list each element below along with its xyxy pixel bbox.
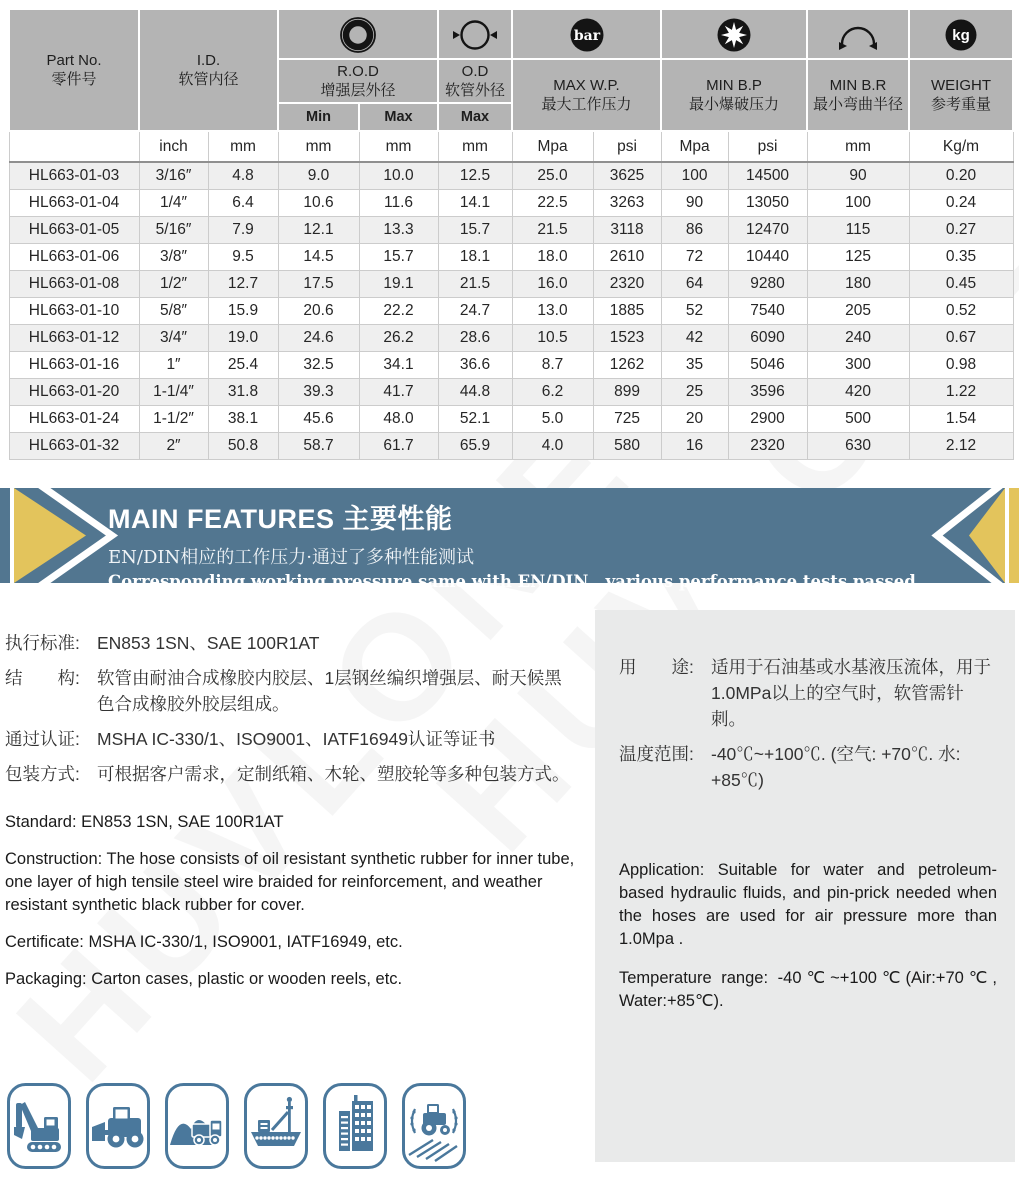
value-cell: 240: [807, 325, 909, 352]
col-header-label: 最大工作压力: [541, 95, 632, 113]
right-english-sections: [619, 859, 997, 1013]
unit-cell: mm: [208, 131, 278, 162]
table-row: [9, 217, 1013, 244]
value-cell: 125: [807, 244, 909, 271]
value-cell: 630: [807, 433, 909, 460]
value-cell: 2320: [593, 271, 661, 298]
value-cell: 25.4: [208, 352, 278, 379]
value-cell: 15.9: [208, 298, 278, 325]
value-cell: 8.7: [512, 352, 593, 379]
value-cell: 1″: [139, 352, 208, 379]
bar-icon-cell: [512, 9, 661, 59]
section-label: 温度范围:: [619, 744, 694, 764]
bar-pressure-icon: [564, 13, 610, 57]
value-cell: 7.9: [208, 217, 278, 244]
value-cell: 115: [807, 217, 909, 244]
part-no-cell: HL663-01-20: [9, 379, 139, 406]
value-cell: 38.1: [208, 406, 278, 433]
unit-cell: [9, 131, 139, 162]
value-cell: 18.1: [438, 244, 512, 271]
value-cell: 1/4″: [139, 190, 208, 217]
table-row: [9, 325, 1013, 352]
value-cell: 22.2: [359, 298, 438, 325]
banner-title-zh: 主要性能: [334, 504, 453, 534]
part-no-cell: HL663-01-32: [9, 433, 139, 460]
value-cell: 13050: [728, 190, 807, 217]
col-header-label: 最小弯曲半径: [813, 95, 904, 113]
value-cell: 18.0: [512, 244, 593, 271]
col-header-label: MAX W.P.: [553, 76, 620, 94]
table-row: [9, 162, 1013, 190]
value-cell: 52: [661, 298, 728, 325]
value-cell: 52.1: [438, 406, 512, 433]
value-cell: 19.1: [359, 271, 438, 298]
value-cell: 64: [661, 271, 728, 298]
packaging-zh: [5, 761, 577, 787]
value-cell: 0.52: [909, 298, 1013, 325]
value-cell: 1/2″: [139, 271, 208, 298]
rod-icon-cell: [278, 9, 438, 59]
value-cell: 21.5: [512, 217, 593, 244]
value-cell: 0.20: [909, 162, 1013, 190]
value-cell: 2″: [139, 433, 208, 460]
col-header-od: [438, 59, 512, 103]
value-cell: 14.5: [278, 244, 359, 271]
value-cell: 3/16″: [139, 162, 208, 190]
unit-cell: psi: [728, 131, 807, 162]
wheel-loader-icon: [86, 1083, 150, 1169]
spec-table: [8, 8, 1014, 460]
english-sections: [5, 811, 577, 991]
unit-cell: inch: [139, 131, 208, 162]
value-cell: 725: [593, 406, 661, 433]
value-cell: 3118: [593, 217, 661, 244]
value-cell: 12.5: [438, 162, 512, 190]
value-cell: 13.3: [359, 217, 438, 244]
unit-cell: mm: [359, 131, 438, 162]
banner-title: [108, 497, 916, 536]
part-no-cell: HL663-01-08: [9, 271, 139, 298]
standard-en: Standard: EN853 1SN, SAE 100R1AT: [5, 813, 284, 831]
value-cell: 12.7: [208, 271, 278, 298]
value-cell: 7540: [728, 298, 807, 325]
value-cell: 9.5: [208, 244, 278, 271]
value-cell: 19.0: [208, 325, 278, 352]
table-row: [9, 433, 1013, 460]
value-cell: 9280: [728, 271, 807, 298]
packaging-en: Packaging: Carton cases, plastic or wooden reels, etc.: [5, 970, 403, 988]
section-text: 软管由耐油合成橡胶内胶层、1层钢丝编织增强层、耐天候黑色合成橡胶外胶层组成。: [97, 668, 562, 714]
section-text: EN853 1SN、SAE 100R1AT: [97, 633, 320, 653]
part-no-cell: HL663-01-10: [9, 298, 139, 325]
unit-cell: Mpa: [661, 131, 728, 162]
part-no-cell: HL663-01-03: [9, 162, 139, 190]
value-cell: 15.7: [359, 244, 438, 271]
value-cell: 31.8: [208, 379, 278, 406]
col-header-part-no: [9, 9, 139, 131]
col-header-weight: [909, 59, 1013, 131]
kg-icon-cell: [909, 9, 1013, 59]
col-header-label: MIN B.R: [829, 76, 887, 94]
value-cell: 20.6: [278, 298, 359, 325]
value-cell: 2.12: [909, 433, 1013, 460]
tractor-field-icon: [402, 1083, 466, 1169]
value-cell: 15.7: [438, 217, 512, 244]
value-cell: 28.6: [438, 325, 512, 352]
value-cell: 1885: [593, 298, 661, 325]
mining-truck-icon: [165, 1083, 229, 1169]
col-header-label: 零件号: [51, 70, 97, 88]
value-cell: 16.0: [512, 271, 593, 298]
col-header-label: 软管内径: [178, 70, 239, 88]
bend-radius-icon: [835, 13, 881, 57]
value-cell: 58.7: [278, 433, 359, 460]
table-body: [9, 162, 1013, 460]
part-no-cell: HL663-01-06: [9, 244, 139, 271]
value-cell: 34.1: [359, 352, 438, 379]
application-panel: [595, 610, 1015, 1162]
col-header-min-br: [807, 59, 909, 131]
unit-cell: Kg/m: [909, 131, 1013, 162]
section-label: 执行标准:: [5, 633, 80, 653]
col-header-label: R.O.D: [337, 62, 379, 80]
value-cell: 90: [661, 190, 728, 217]
value-cell: 2900: [728, 406, 807, 433]
value-cell: 4.0: [512, 433, 593, 460]
value-cell: 300: [807, 352, 909, 379]
value-cell: 4.8: [208, 162, 278, 190]
table-row: [9, 379, 1013, 406]
value-cell: 36.6: [438, 352, 512, 379]
value-cell: 6.2: [512, 379, 593, 406]
cargo-ship-icon: [244, 1083, 308, 1169]
value-cell: 65.9: [438, 433, 512, 460]
value-cell: 50.8: [208, 433, 278, 460]
value-cell: 6.4: [208, 190, 278, 217]
table-row: [9, 352, 1013, 379]
col-header-max-wp: [512, 59, 661, 131]
value-cell: 500: [807, 406, 909, 433]
col-header-label: 增强层外径: [320, 81, 396, 99]
value-cell: 100: [807, 190, 909, 217]
col-header-max: Max: [359, 103, 438, 131]
units-row: [9, 131, 1013, 162]
unit-cell: mm: [807, 131, 909, 162]
value-cell: 26.2: [359, 325, 438, 352]
value-cell: 580: [593, 433, 661, 460]
application-zh: [619, 654, 997, 732]
col-header-label: WEIGHT: [931, 76, 992, 94]
part-no-cell: HL663-01-05: [9, 217, 139, 244]
table-row: [9, 190, 1013, 217]
buildings-icon: [323, 1083, 387, 1169]
svg-text:bar: bar: [573, 28, 600, 44]
col-header-min-bp: [661, 59, 807, 131]
col-header-rod: [278, 59, 438, 103]
value-cell: 6090: [728, 325, 807, 352]
unit-cell: mm: [438, 131, 512, 162]
col-header-label: I.D.: [196, 51, 221, 69]
svg-text:kg: kg: [952, 27, 970, 44]
col-header-label: 软管外径: [445, 81, 506, 99]
banner-title-en: MAIN FEATURES: [108, 504, 335, 534]
value-cell: 2320: [728, 433, 807, 460]
section-text: 可根据客户需求，定制纸箱、木轮、塑胶轮等多种包装方式。: [97, 764, 570, 784]
kg-weight-icon: [938, 13, 984, 57]
value-cell: 9.0: [278, 162, 359, 190]
od-icon-cell: [438, 9, 512, 59]
value-cell: 5/16″: [139, 217, 208, 244]
value-cell: 1.22: [909, 379, 1013, 406]
value-cell: 1262: [593, 352, 661, 379]
value-cell: 10.6: [278, 190, 359, 217]
col-header-min: Min: [278, 103, 359, 131]
part-no-cell: HL663-01-12: [9, 325, 139, 352]
value-cell: 61.7: [359, 433, 438, 460]
value-cell: 3/8″: [139, 244, 208, 271]
value-cell: 72: [661, 244, 728, 271]
col-header-max: Max: [438, 103, 512, 131]
section-label: 包装方式:: [5, 764, 80, 784]
value-cell: 42: [661, 325, 728, 352]
col-header-label: MIN B.P: [706, 76, 762, 94]
table-row: [9, 271, 1013, 298]
section-text: -40℃~+100℃. (空气: +70℃. 水: +85℃): [711, 744, 961, 790]
value-cell: 180: [807, 271, 909, 298]
value-cell: 35: [661, 352, 728, 379]
value-cell: 90: [807, 162, 909, 190]
value-cell: 22.5: [512, 190, 593, 217]
banner-subtitle-en: Corresponding working pressure same with EN/DIN , various performance tests passed: [108, 572, 916, 591]
part-no-cell: HL663-01-16: [9, 352, 139, 379]
col-header-id: [139, 9, 278, 131]
value-cell: 41.7: [359, 379, 438, 406]
burst-icon: [711, 13, 757, 57]
value-cell: 13.0: [512, 298, 593, 325]
value-cell: 10440: [728, 244, 807, 271]
col-header-label: 最小爆破压力: [689, 95, 780, 113]
application-icons: [7, 1083, 466, 1169]
table-row: [9, 406, 1013, 433]
value-cell: 39.3: [278, 379, 359, 406]
bend-icon-cell: [807, 9, 909, 59]
banner-subtitle-zh: EN/DIN相应的工作压力·通过了多种性能测试: [108, 547, 474, 568]
value-cell: 32.5: [278, 352, 359, 379]
value-cell: 3/4″: [139, 325, 208, 352]
outer-diameter-icon: [452, 13, 498, 57]
value-cell: 3263: [593, 190, 661, 217]
unit-cell: mm: [278, 131, 359, 162]
value-cell: 20: [661, 406, 728, 433]
standard-zh: [5, 630, 577, 656]
value-cell: 25: [661, 379, 728, 406]
main-features-banner: [0, 488, 1019, 591]
temperature-zh: [619, 741, 997, 793]
value-cell: 1523: [593, 325, 661, 352]
value-cell: 14500: [728, 162, 807, 190]
value-cell: 45.6: [278, 406, 359, 433]
value-cell: 2610: [593, 244, 661, 271]
value-cell: 3596: [728, 379, 807, 406]
value-cell: 5/8″: [139, 298, 208, 325]
col-header-label: O.D: [461, 62, 489, 80]
value-cell: 25.0: [512, 162, 593, 190]
value-cell: 12.1: [278, 217, 359, 244]
value-cell: 12470: [728, 217, 807, 244]
value-cell: 420: [807, 379, 909, 406]
table-row: [9, 244, 1013, 271]
value-cell: 899: [593, 379, 661, 406]
temperature-en: Temperature range: -40℃~+100℃(Air:+70℃, Water:+85℃).: [619, 969, 997, 1010]
col-header-label: Part No.: [46, 51, 102, 69]
value-cell: 16: [661, 433, 728, 460]
value-cell: 0.35: [909, 244, 1013, 271]
construction-zh: [5, 665, 577, 717]
value-cell: 17.5: [278, 271, 359, 298]
left-column: [5, 630, 577, 1005]
excavator-icon: [7, 1083, 71, 1169]
section-label: 用 途:: [619, 657, 694, 677]
construction-en: Construction: The hose consists of oil resistant synthetic rubber for inner tube, one layer of high tensile steel wire braided for reinforcement, and weather resistant synthetic black rubber for cover.: [5, 850, 575, 914]
section-text: 适用于石油基或水基液压流体，用于1.0MPa以上的空气时，软管需针刺。: [711, 657, 991, 729]
value-cell: 48.0: [359, 406, 438, 433]
value-cell: 14.1: [438, 190, 512, 217]
rod-ring-icon: [335, 13, 381, 57]
value-cell: 21.5: [438, 271, 512, 298]
value-cell: 100: [661, 162, 728, 190]
value-cell: 24.6: [278, 325, 359, 352]
value-cell: 44.8: [438, 379, 512, 406]
value-cell: 1-1/2″: [139, 406, 208, 433]
unit-cell: Mpa: [512, 131, 593, 162]
certificate-zh: [5, 726, 577, 752]
unit-cell: psi: [593, 131, 661, 162]
table-row: [9, 298, 1013, 325]
burst-icon-cell: [661, 9, 807, 59]
value-cell: 3625: [593, 162, 661, 190]
value-cell: 0.98: [909, 352, 1013, 379]
value-cell: 0.24: [909, 190, 1013, 217]
value-cell: 1-1/4″: [139, 379, 208, 406]
value-cell: 1.54: [909, 406, 1013, 433]
section-label: 结 构:: [5, 668, 80, 688]
value-cell: 10.0: [359, 162, 438, 190]
value-cell: 5.0: [512, 406, 593, 433]
section-text: MSHA IC-330/1、ISO9001、IATF16949认证等证书: [97, 729, 496, 749]
value-cell: 10.5: [512, 325, 593, 352]
value-cell: 0.67: [909, 325, 1013, 352]
value-cell: 24.7: [438, 298, 512, 325]
section-label: 通过认证:: [5, 729, 80, 749]
value-cell: 5046: [728, 352, 807, 379]
application-en: Application: Suitable for water and petroleum-based hydraulic fluids, and pin-prick needed when the hoses are used for air pressure more than 1.0Mpa .: [619, 861, 997, 948]
certificate-en: Certificate: MSHA IC-330/1, ISO9001, IATF16949, etc.: [5, 933, 403, 951]
banner-text: [108, 497, 916, 591]
value-cell: 0.27: [909, 217, 1013, 244]
col-header-label: 参考重量: [931, 95, 992, 113]
part-no-cell: HL663-01-04: [9, 190, 139, 217]
part-no-cell: HL663-01-24: [9, 406, 139, 433]
value-cell: 0.45: [909, 271, 1013, 298]
value-cell: 86: [661, 217, 728, 244]
value-cell: 205: [807, 298, 909, 325]
value-cell: 11.6: [359, 190, 438, 217]
